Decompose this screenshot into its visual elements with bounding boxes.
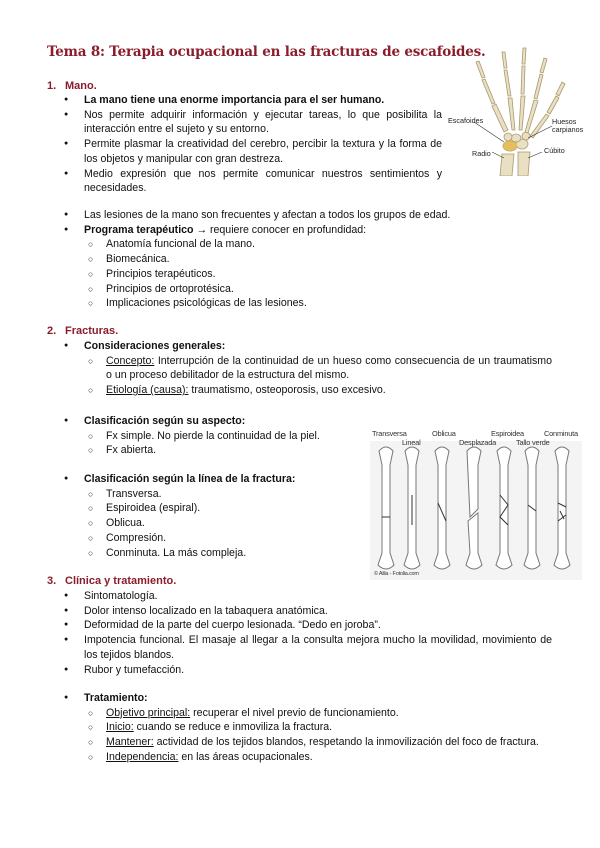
list-item: ● Programa terapéutico → requiere conocer en profundidad: ○ Anatomía funcional de la mano. ○ Biomecánica. ○ Principios terapéuticos. ○ Principios de ortoprotésica. ○ Implicaciones psicológicas de las lesiones. [62,223,562,311]
list-item: ○ Etiología (causa): traumatismo, osteoporosis, uso excesivo. [84,383,552,398]
image-credit: © Alila - Fotolia.com [374,571,419,577]
list-item: ○ Biomecánica. [84,252,562,267]
section-1-list [62,93,442,196]
hand-skeleton-figure [448,46,584,176]
list-item: ● Consideraciones generales: ○ Concepto: Interrupción de la continuidad de un hueso como consecuencia de un traumatismo o un proceso debilitador de la estructura del mismo. ○ Etiología (causa): traumatismo, osteoporosis, uso excesivo. [62,339,552,398]
section-3-heading [47,575,176,587]
section-3-title: Clínica y tratamiento. [65,575,177,587]
section-1-title: Mano. [65,80,97,92]
label-cubito: Cúbito [544,146,565,155]
section-2-general [62,339,552,398]
section-2-number: 2. [47,325,57,337]
list-item: ○ Transversa. [84,487,362,502]
label-espiroidea: Espiroidea [491,429,524,438]
list-item: ● Las lesiones de la mano son frecuentes y afectan a todos los grupos de edad. [62,208,562,223]
section-1-number: 1. [47,80,57,92]
list-item: ○ Compresión. [84,531,362,546]
list-item: ● La mano tiene una enorme importancia para el ser humano. [62,93,442,108]
list-item: ● Clasificación según la línea de la fractura: ○ Transversa. ○ Espiroidea (espiral). ○ Oblicua. ○ Compresión. ○ Conminuta. La más compleja. [62,472,362,560]
list-item: ○ Implicaciones psicológicas de las lesiones. [84,296,562,311]
list-item: ● Sintomatología. [62,589,552,604]
list-item: ○ Concepto: Interrupción de la continuidad de un hueso como consecuencia de un traumatismo o un proceso debilitador de la estructura del mismo. [84,354,552,383]
section-2-line [62,472,362,560]
label-escafoides: Escafoides [448,116,484,125]
label-huesos-carpianos: Huesos carpianos [552,117,584,134]
page-title: Tema 8: Terapia ocupacional en las fracturas de escafoides. [47,44,486,60]
section-3-treatment [62,691,552,765]
list-item: ○ Independencia: en las áreas ocupacionales. [84,750,552,765]
list-item: ○ Oblicua. [84,516,362,531]
section-2-aspect [62,414,362,458]
list-item: ○ Fx simple. No pierde la continuidad de la piel. [84,429,362,444]
section-2-heading [47,325,118,337]
list-item: ○ Conminuta. La más compleja. [84,546,362,561]
list-item: ● Deformidad de la parte del cuerpo lesionada. “Dedo en joroba”. [62,618,552,633]
section-3-number: 3. [47,575,57,587]
section-1-list-2 [62,208,562,311]
list-item: ● Tratamiento: ○ Objetivo principal: recuperar el nivel previo de funcionamiento. ○ Inicio: cuando se reduce e inmoviliza la fractura. ○ Mantener: actividad de los tejidos blandos, respetando la inmovilización del foco de fractura. ○ Independencia: en las áreas ocupacionales. [62,691,552,765]
label-radio: Radio [472,149,491,158]
list-item: ● Permite plasmar la creatividad del cerebro, percibir la textura y la forma de los objetos y manipular con gran destreza. [62,137,442,166]
list-item: ○ Principios terapéuticos. [84,267,562,282]
fracture-bones-image [370,425,582,580]
list-item: ● Rubor y tumefacción. [62,663,552,678]
list-item: ● Dolor intenso localizado en la tabaquera anatómica. [62,604,552,619]
list-item: ○ Objetivo principal: recuperar el nivel previo de funcionamiento. [84,706,552,721]
list-item: ● Clasificación según su aspecto: ○ Fx simple. No pierde la continuidad de la piel. ○ Fx abierta. [62,414,362,458]
section-3-list [62,589,552,677]
list-item: ○ Inicio: cuando se reduce e inmoviliza la fractura. [84,720,552,735]
label-conminuta: Conminuta [544,429,578,438]
list-item: ○ Anatomía funcional de la mano. [84,237,562,252]
label-transversa: Transversa [372,429,407,438]
list-item: ● Medio expresión que nos permite comunicar nuestros sentimientos y necesidades. [62,167,442,196]
section-2-title: Fracturas. [65,325,119,337]
section-1-heading [47,80,97,92]
list-item: ● Nos permite adquirir información y ejecutar tareas, lo que posibilita la interacción entre el sujeto y su entorno. [62,108,442,137]
label-tallo-verde: Tallo verde [516,438,550,447]
fracture-types-figure [370,425,582,580]
label-desplazada: Desplazada [459,438,497,447]
list-item: ● Impotencia funcional. El masaje al llegar a la consulta mejora mucho la movilidad, movimiento de los tejidos blandos. [62,633,552,662]
list-item: ○ Fx abierta. [84,443,362,458]
list-item: ○ Mantener: actividad de los tejidos blandos, respetando la inmovilización del foco de fractura. [84,735,552,750]
list-item: ○ Principios de ortoprotésica. [84,282,562,297]
list-item: ○ Espiroidea (espiral). [84,501,362,516]
label-lineal: Lineal [402,438,421,447]
label-oblicua: Oblicua [432,429,456,438]
